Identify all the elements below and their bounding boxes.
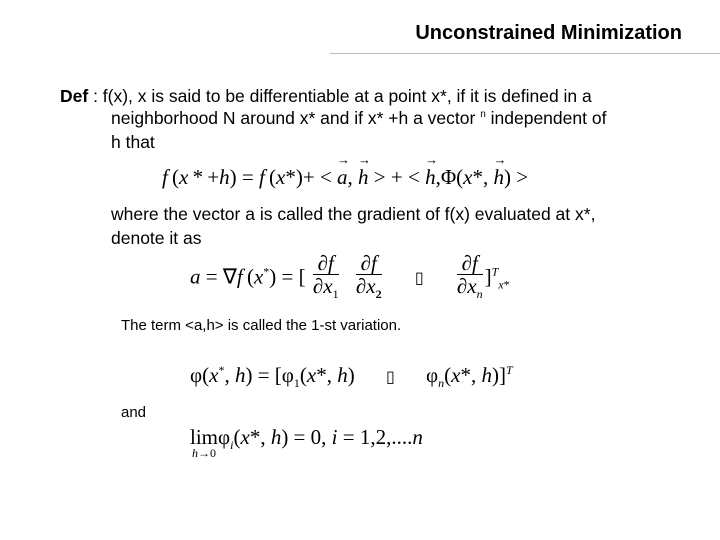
gradient-equation: a = ∇f (x*) = [ $\frac{\partial f}{\partial x_1}$ $\frac{\partial f}{\partial x_2}$ ▯ $\frac{\partial f}{\partial x_n}$ ]$^T_{x*}$	[190, 251, 510, 302]
missing-glyph-box-2: ▯	[385, 367, 395, 386]
definition-text-2: neighborhood N around x* and if x* +h a vector	[111, 108, 481, 128]
variation-text: The term <a,h> is called the 1-st variation.	[121, 317, 402, 334]
phi-vector-equation: φ(x*, $h) = [\varphi_1(x*$, h) ▯ $\varphi_n(x*$, h)]$^T$	[190, 363, 513, 391]
definition-line-3: h that	[111, 132, 155, 152]
gradient-text-2: denote it as	[111, 228, 202, 248]
definition-text-1: : f(x), x is said to be differentiable at a point x*, if it is defined in a	[88, 86, 592, 106]
definition-text-2-tail: independent of	[485, 108, 607, 128]
gradient-text-1: where the vector a is called the gradient of f(x) evaluated at x*,	[111, 204, 596, 224]
limit-equation: lim h→0 $\varphi_i(x*$, h) = 0, i = 1,2,....n	[190, 425, 423, 460]
slide-title: Unconstrained Minimization	[415, 22, 682, 44]
definition-line-1	[60, 84, 592, 108]
superscript-n: n	[480, 109, 486, 121]
missing-glyph-box: ▯	[414, 268, 424, 288]
title-rule	[330, 53, 720, 54]
and-text: and	[121, 404, 147, 421]
definition-line-2	[111, 108, 606, 129]
definition-label: Def	[60, 86, 89, 106]
differentiability-equation: f (x * +h) = f (x*)+ < → a, → h > + < → h,Φ(x*, → h) >	[162, 165, 528, 190]
